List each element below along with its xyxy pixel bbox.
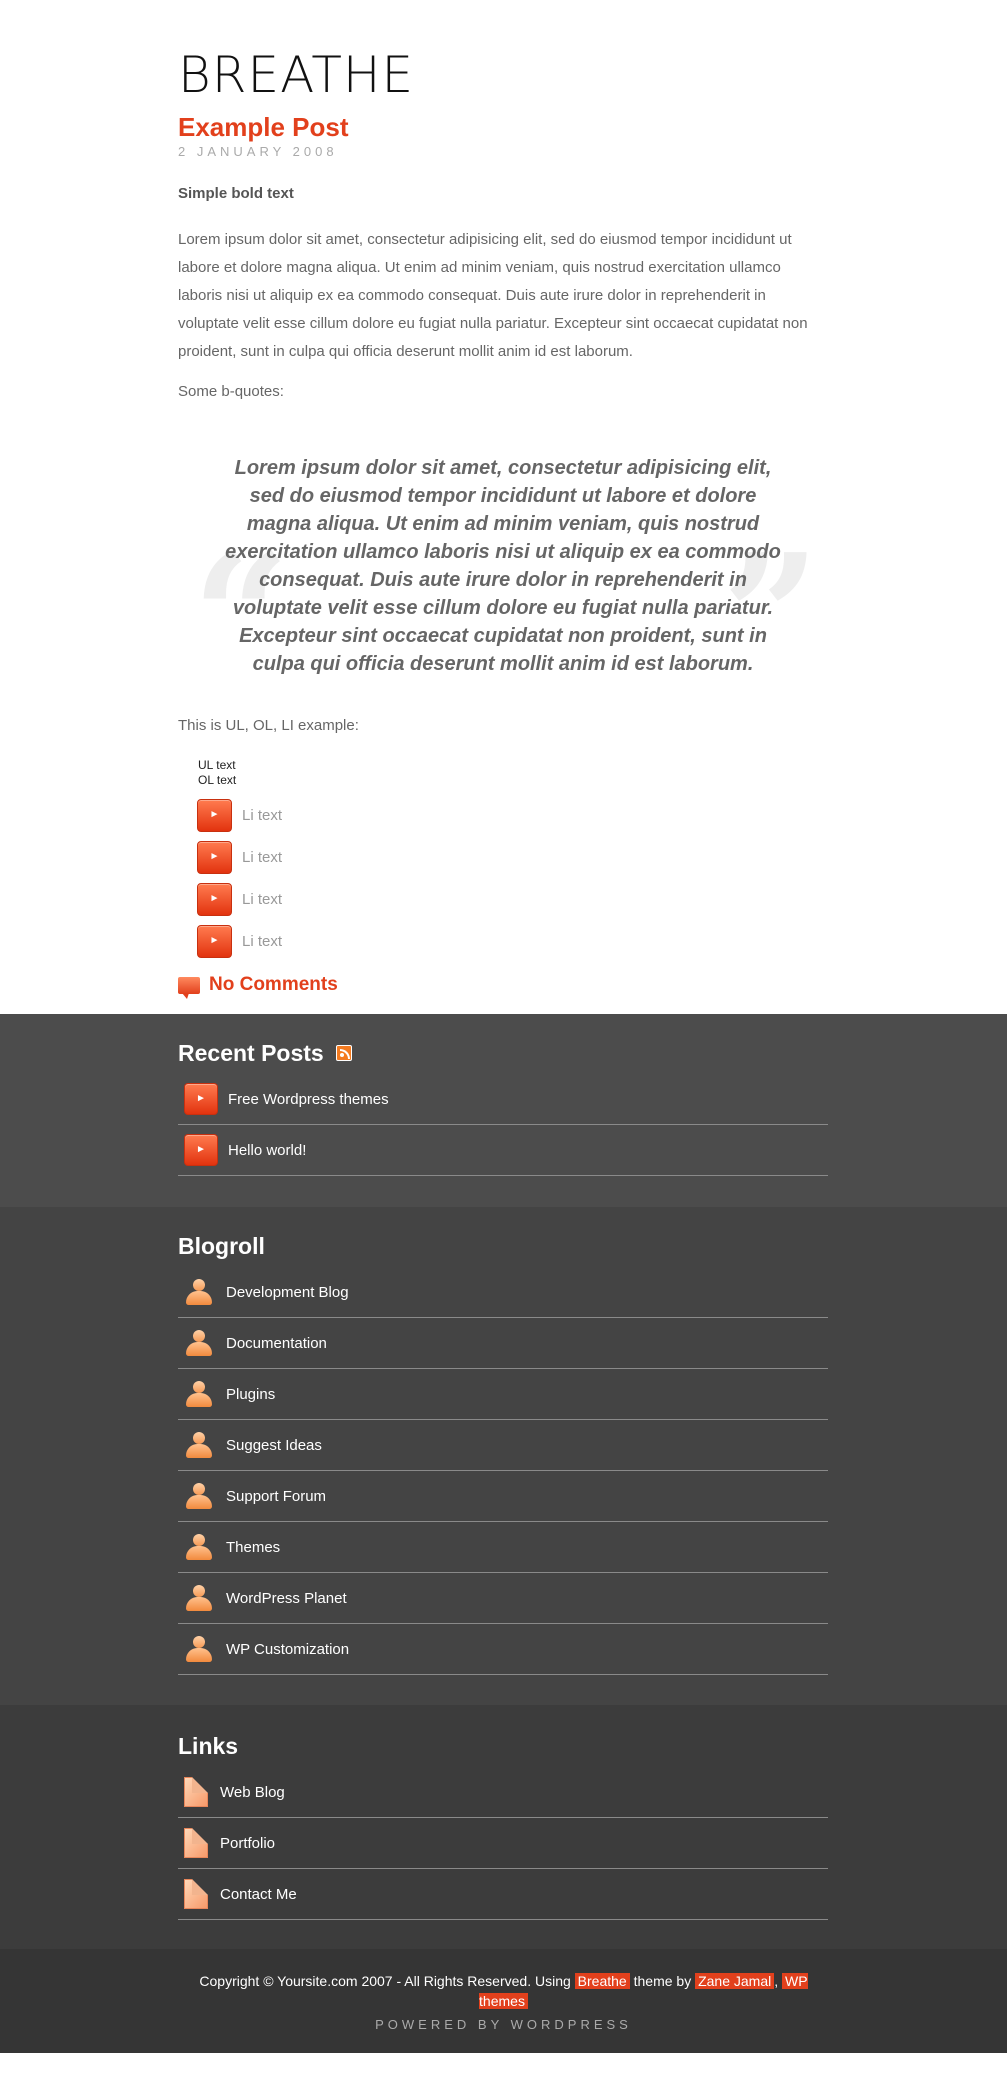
recent-posts-section (0, 1014, 1007, 1207)
comment-bubble-icon (178, 977, 200, 994)
list-item (178, 1767, 828, 1818)
links-title: Links (178, 1732, 239, 1759)
blogroll-link[interactable]: Documentation (226, 1334, 327, 1352)
arrow-right-icon: ► (197, 799, 232, 832)
list-item (178, 1624, 828, 1675)
page-icon (184, 1777, 208, 1807)
links-section (0, 1705, 1007, 1949)
page-icon (184, 1828, 208, 1858)
list-item (178, 1471, 828, 1522)
blogroll-title: Blogroll (178, 1232, 265, 1259)
blogroll-list (178, 1267, 828, 1675)
links-link[interactable]: Contact Me (220, 1885, 297, 1903)
person-icon (184, 1481, 214, 1511)
list-item (178, 1125, 828, 1176)
person-icon (184, 1532, 214, 1562)
wp-themes-link[interactable]: WP themes (479, 1973, 808, 2009)
list-item (178, 1318, 828, 1369)
person-icon (184, 1328, 214, 1358)
list-item: ► Li text (197, 920, 828, 962)
blogroll-link[interactable]: WP Customization (226, 1640, 350, 1658)
recent-post-link[interactable]: Free Wordpress themes (228, 1090, 389, 1108)
site-title[interactable]: BREATHE (178, 46, 415, 104)
close-quote-icon: ” (722, 517, 820, 717)
person-icon (184, 1634, 214, 1664)
post-paragraph: Lorem ipsum dolor sit amet, consectetur adipisicing elit, sed do eiusmod tempor incididunt ut labore et dolore magna aliqua. Ut enim ad minim veniam, quis nostrud exercitation ullamco laboris nisi ut aliquip ex ea commodo consequat. Duis aute irure dolor in reprehenderit in voluptate velit esse cillum dolore eu fugiat nulla pariatur. Excepteur sint occaecat cupidatat non proident, sunt in culpa qui officia deserunt mollit anim id est laborum. (178, 231, 808, 360)
person-icon (184, 1379, 214, 1409)
post-date: 2 JANUARY 2008 (178, 144, 338, 159)
arrow-right-icon: ► (184, 1083, 218, 1115)
theme-link[interactable]: Breathe (575, 1973, 630, 1989)
li-list (197, 794, 828, 962)
list-item (178, 1420, 828, 1471)
list-item (178, 1522, 828, 1573)
powered-by-text: POWERED BY WORDPRESS (375, 2017, 632, 2032)
open-quote-icon: “ (192, 517, 290, 717)
recent-post-link[interactable]: Hello world! (228, 1141, 307, 1159)
list-intro: This is UL, OL, LI example: (178, 717, 359, 734)
blockquote (178, 454, 828, 716)
list-item (178, 1869, 828, 1920)
list-item (178, 1267, 828, 1318)
blogroll-link[interactable]: Themes (226, 1538, 281, 1556)
links-list (178, 1767, 828, 1920)
arrow-right-icon: ► (197, 841, 232, 874)
arrow-right-icon: ► (197, 883, 232, 916)
comments-row (178, 970, 828, 1000)
bquotes-intro: Some b-quotes: (178, 383, 284, 400)
blogroll-link[interactable]: Development Blog (226, 1283, 349, 1301)
footer (0, 1949, 1007, 2053)
recent-posts-title: Recent Posts (178, 1038, 828, 1068)
person-icon (184, 1583, 214, 1613)
person-icon (184, 1277, 214, 1307)
blogroll-link[interactable]: WordPress Planet (226, 1589, 347, 1607)
list-item (178, 1818, 828, 1869)
arrow-right-icon: ► (197, 925, 232, 958)
blogroll-link[interactable]: Support Forum (226, 1487, 327, 1505)
blogroll-link[interactable]: Suggest Ideas (226, 1436, 322, 1454)
copyright-text: Copyright © Yoursite.com 2007 - All Rights Reserved. Using Breathe theme by Zane Jamal , WP themes (199, 1973, 808, 2009)
links-link[interactable]: Web Blog (220, 1783, 285, 1801)
list-item: ► Li text (197, 836, 828, 878)
ol-text: OL text (198, 773, 237, 787)
post-title[interactable]: Example Post (178, 112, 349, 142)
list-item (178, 1573, 828, 1624)
ul-text: UL text (198, 758, 236, 772)
person-icon (184, 1430, 214, 1460)
simple-bold-text: Simple bold text (178, 185, 294, 202)
blogroll-section (0, 1207, 1007, 1705)
list-item (178, 1369, 828, 1420)
page-icon (184, 1879, 208, 1909)
list-item (178, 1074, 828, 1125)
comments-link[interactable]: No Comments (209, 974, 338, 995)
arrow-right-icon: ► (184, 1134, 218, 1166)
links-link[interactable]: Portfolio (220, 1834, 276, 1852)
author-link[interactable]: Zane Jamal (695, 1973, 774, 1989)
blogroll-link[interactable]: Plugins (226, 1385, 276, 1403)
list-item: ► Li text (197, 878, 828, 920)
recent-posts-list (178, 1074, 828, 1176)
blockquote-text: Lorem ipsum dolor sit amet, consectetur adipisicing elit, sed do eiusmod tempor incididunt ut labore et dolore magna aliqua. Ut enim ad minim veniam, quis nostrud exercitation ullamco laboris nisi ut aliquip ex ea commodo consequat. Duis aute irure dolor in reprehenderit in voluptate velit esse cillum dolore eu fugiat nulla pariatur. Excepteur sint occaecat cupidatat non proident, sunt in culpa qui officia deserunt mollit anim id est laborum. (225, 457, 781, 675)
rss-icon[interactable] (336, 1045, 352, 1061)
list-item: ► Li text (197, 794, 828, 836)
